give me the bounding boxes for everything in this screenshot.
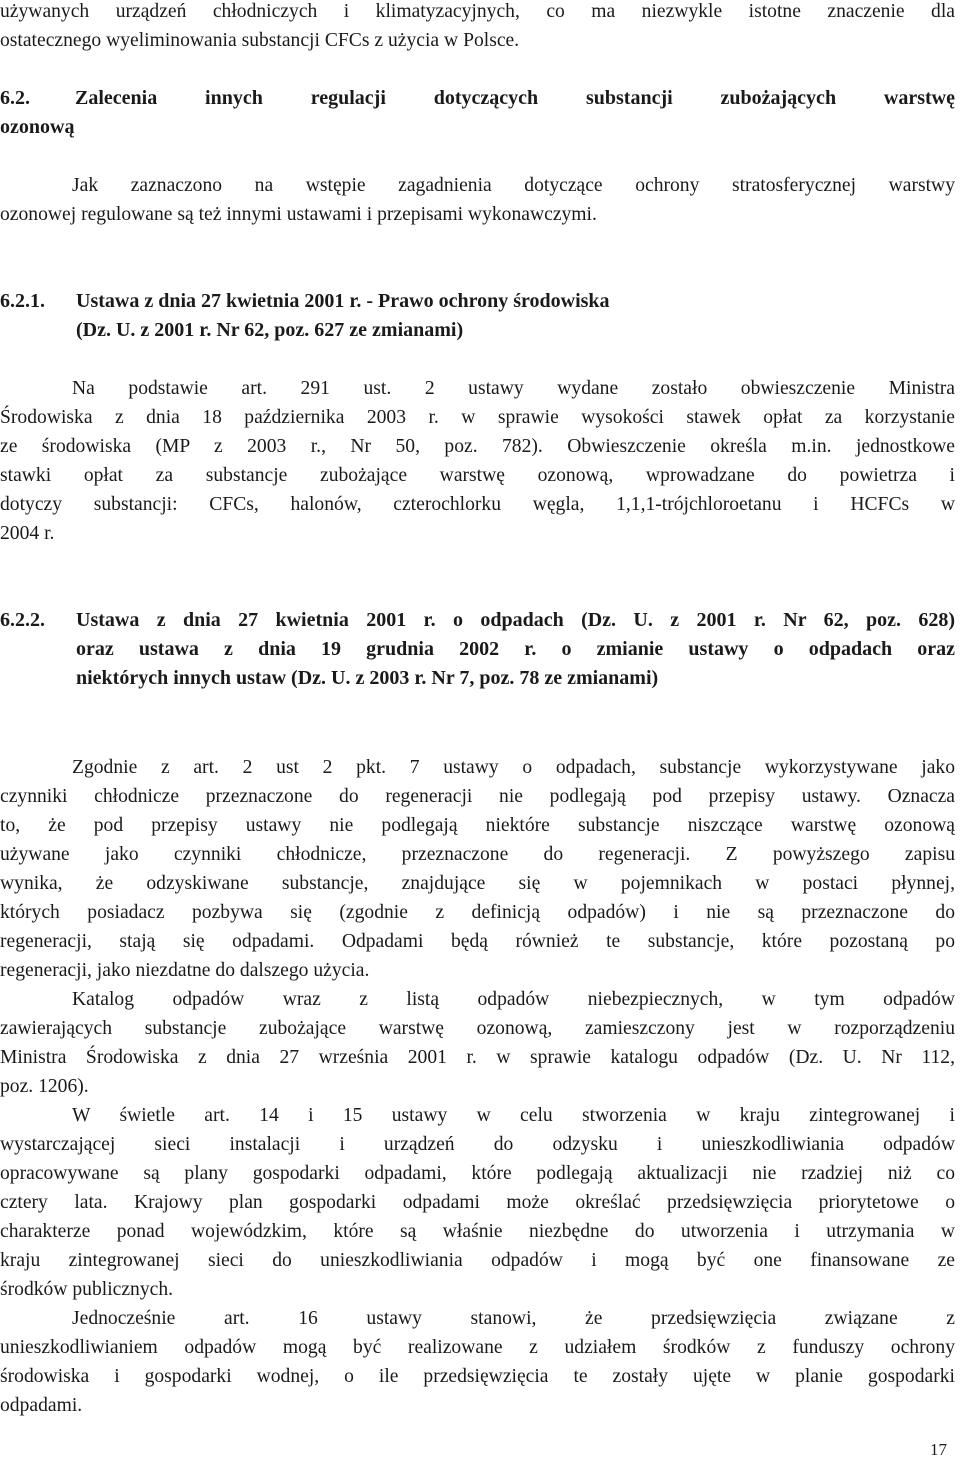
section-6-2-1-paragraph: Na podstawie art. 291 ust. 2 ustawy wydane zostało obwieszczenie Ministra Środowiska z dnia 18 października 2003 r. w sprawie wysokości stawek opłat za korzystanie ze środowiska (MP z 2003 r., Nr 50, poz. 782). Obwieszczenie określa m.in. jednostkowe stawki opłat za substancje zubożające warstwę ozonową, wprowadzane do powietrza i dotyczy substancji: CFCs, halonów, czterochlorku węgla, 1,1,1-trójchloroetanu i HCFCs w 2004 r.: [0, 378, 955, 544]
section-6-2-2-paragraph-4: Jednocześnie art. 16 ustawy stanowi, że przedsięwzięcia związane z unieszkodliwianiem odpadów mogą być realizowane z udziałem środków z funduszy ochrony środowiska i gospodarki wodnej, o ile przedsięwzięcia te zostały ujęte w planie gospodarki odpadami.: [0, 1308, 955, 1416]
section-6-2-2-heading: [0, 606, 955, 693]
section-number: 6.2.2.: [0, 609, 45, 631]
section-title-line: Ustawa z dnia 27 kwietnia 2001 r. o odpadach (Dz. U. z 2001 r. Nr 62, poz. 628): [76, 609, 955, 631]
section-number: 6.2.: [0, 87, 30, 109]
section-title-line: (Dz. U. z 2001 r. Nr 62, poz. 627 ze zmianami): [76, 319, 464, 341]
section-title-line: oraz ustawa z dnia 19 grudnia 2002 r. o zmianie ustawy o odpadach oraz: [76, 638, 955, 660]
section-number: 6.2.1.: [0, 290, 45, 312]
section-title-line: Ustawa z dnia 27 kwietnia 2001 r. - Prawo ochrony środowiska: [76, 290, 610, 312]
section-title-line: Zalecenia innych regulacji dotyczących substancji zubożających warstwę: [75, 87, 955, 109]
section-title-line: niektórych innych ustaw (Dz. U. z 2003 r. Nr 7, poz. 78 ze zmianami): [76, 667, 659, 689]
section-6-2-2-paragraph-2: Katalog odpadów wraz z listą odpadów niebezpiecznych, w tym odpadów zawierających substancje zubożające warstwę ozonową, zamieszczony jest w rozporządzeniu Ministra Środowiska z dnia 27 września 2001 r. w sprawie katalogu odpadów (Dz. U. Nr 112, poz. 1206).: [0, 989, 955, 1097]
section-6-2-2-paragraph-3: W świetle art. 14 i 15 ustawy w celu stworzenia w kraju zintegrowanej i wystarczającej sieci instalacji i urządzeń do odzysku i unieszkodliwiania odpadów opracowywane są plany gospodarki odpadami, które podlegają aktualizacji nie rzadziej niż co cztery lata. Krajowy plan gospodarki odpadami może określać przedsięwzięcia priorytetowe o charakterze ponad wojewódzkim, które są właśnie niezbędne do utworzenia i utrzymania w kraju zintegrowanej sieci do unieszkodliwiania odpadów i mogą być one finansowane ze środków publicznych.: [0, 1105, 955, 1300]
section-6-2-1-heading: [0, 287, 955, 345]
page-number: 17: [930, 1440, 947, 1459]
section-title-line: ozonową: [0, 116, 75, 138]
section-6-2-heading: [0, 84, 955, 142]
section-6-2-2-paragraph-1: Zgodnie z art. 2 ust 2 pkt. 7 ustawy o odpadach, substancje wykorzystywane jako czynniki chłodnicze przeznaczone do regeneracji nie podlegają pod przepisy ustawy. Oznacza to, że pod przepisy ustawy nie podlegają niektóre substancje niszczące warstwę ozonową używane jako czynniki chłodnicze, przeznaczone do regeneracji. Z powyższego zapisu wynika, że odzyskiwane substancje, znajdujące się w pojemnikach w postaci płynnej, których posiadacz pozbywa się (zgodnie z definicją odpadów) i nie są przeznaczone do regeneracji, stają się odpadami. Odpadami będą również te substancje, które pozostaną po regeneracji, jako niezdatne do dalszego użycia.: [0, 757, 955, 981]
section-6-2-paragraph: Jak zaznaczono na wstępie zagadnienia dotyczące ochrony stratosferycznej warstwy ozonowej regulowane są też innymi ustawami i przepisami wykonawczymi.: [0, 175, 955, 225]
intro-paragraph: używanych urządzeń chłodniczych i klimatyzacyjnych, co ma niezwykle istotne znaczenie dla ostatecznego wyeliminowania substancji CFCs z użycia w Polsce.: [0, 1, 955, 51]
